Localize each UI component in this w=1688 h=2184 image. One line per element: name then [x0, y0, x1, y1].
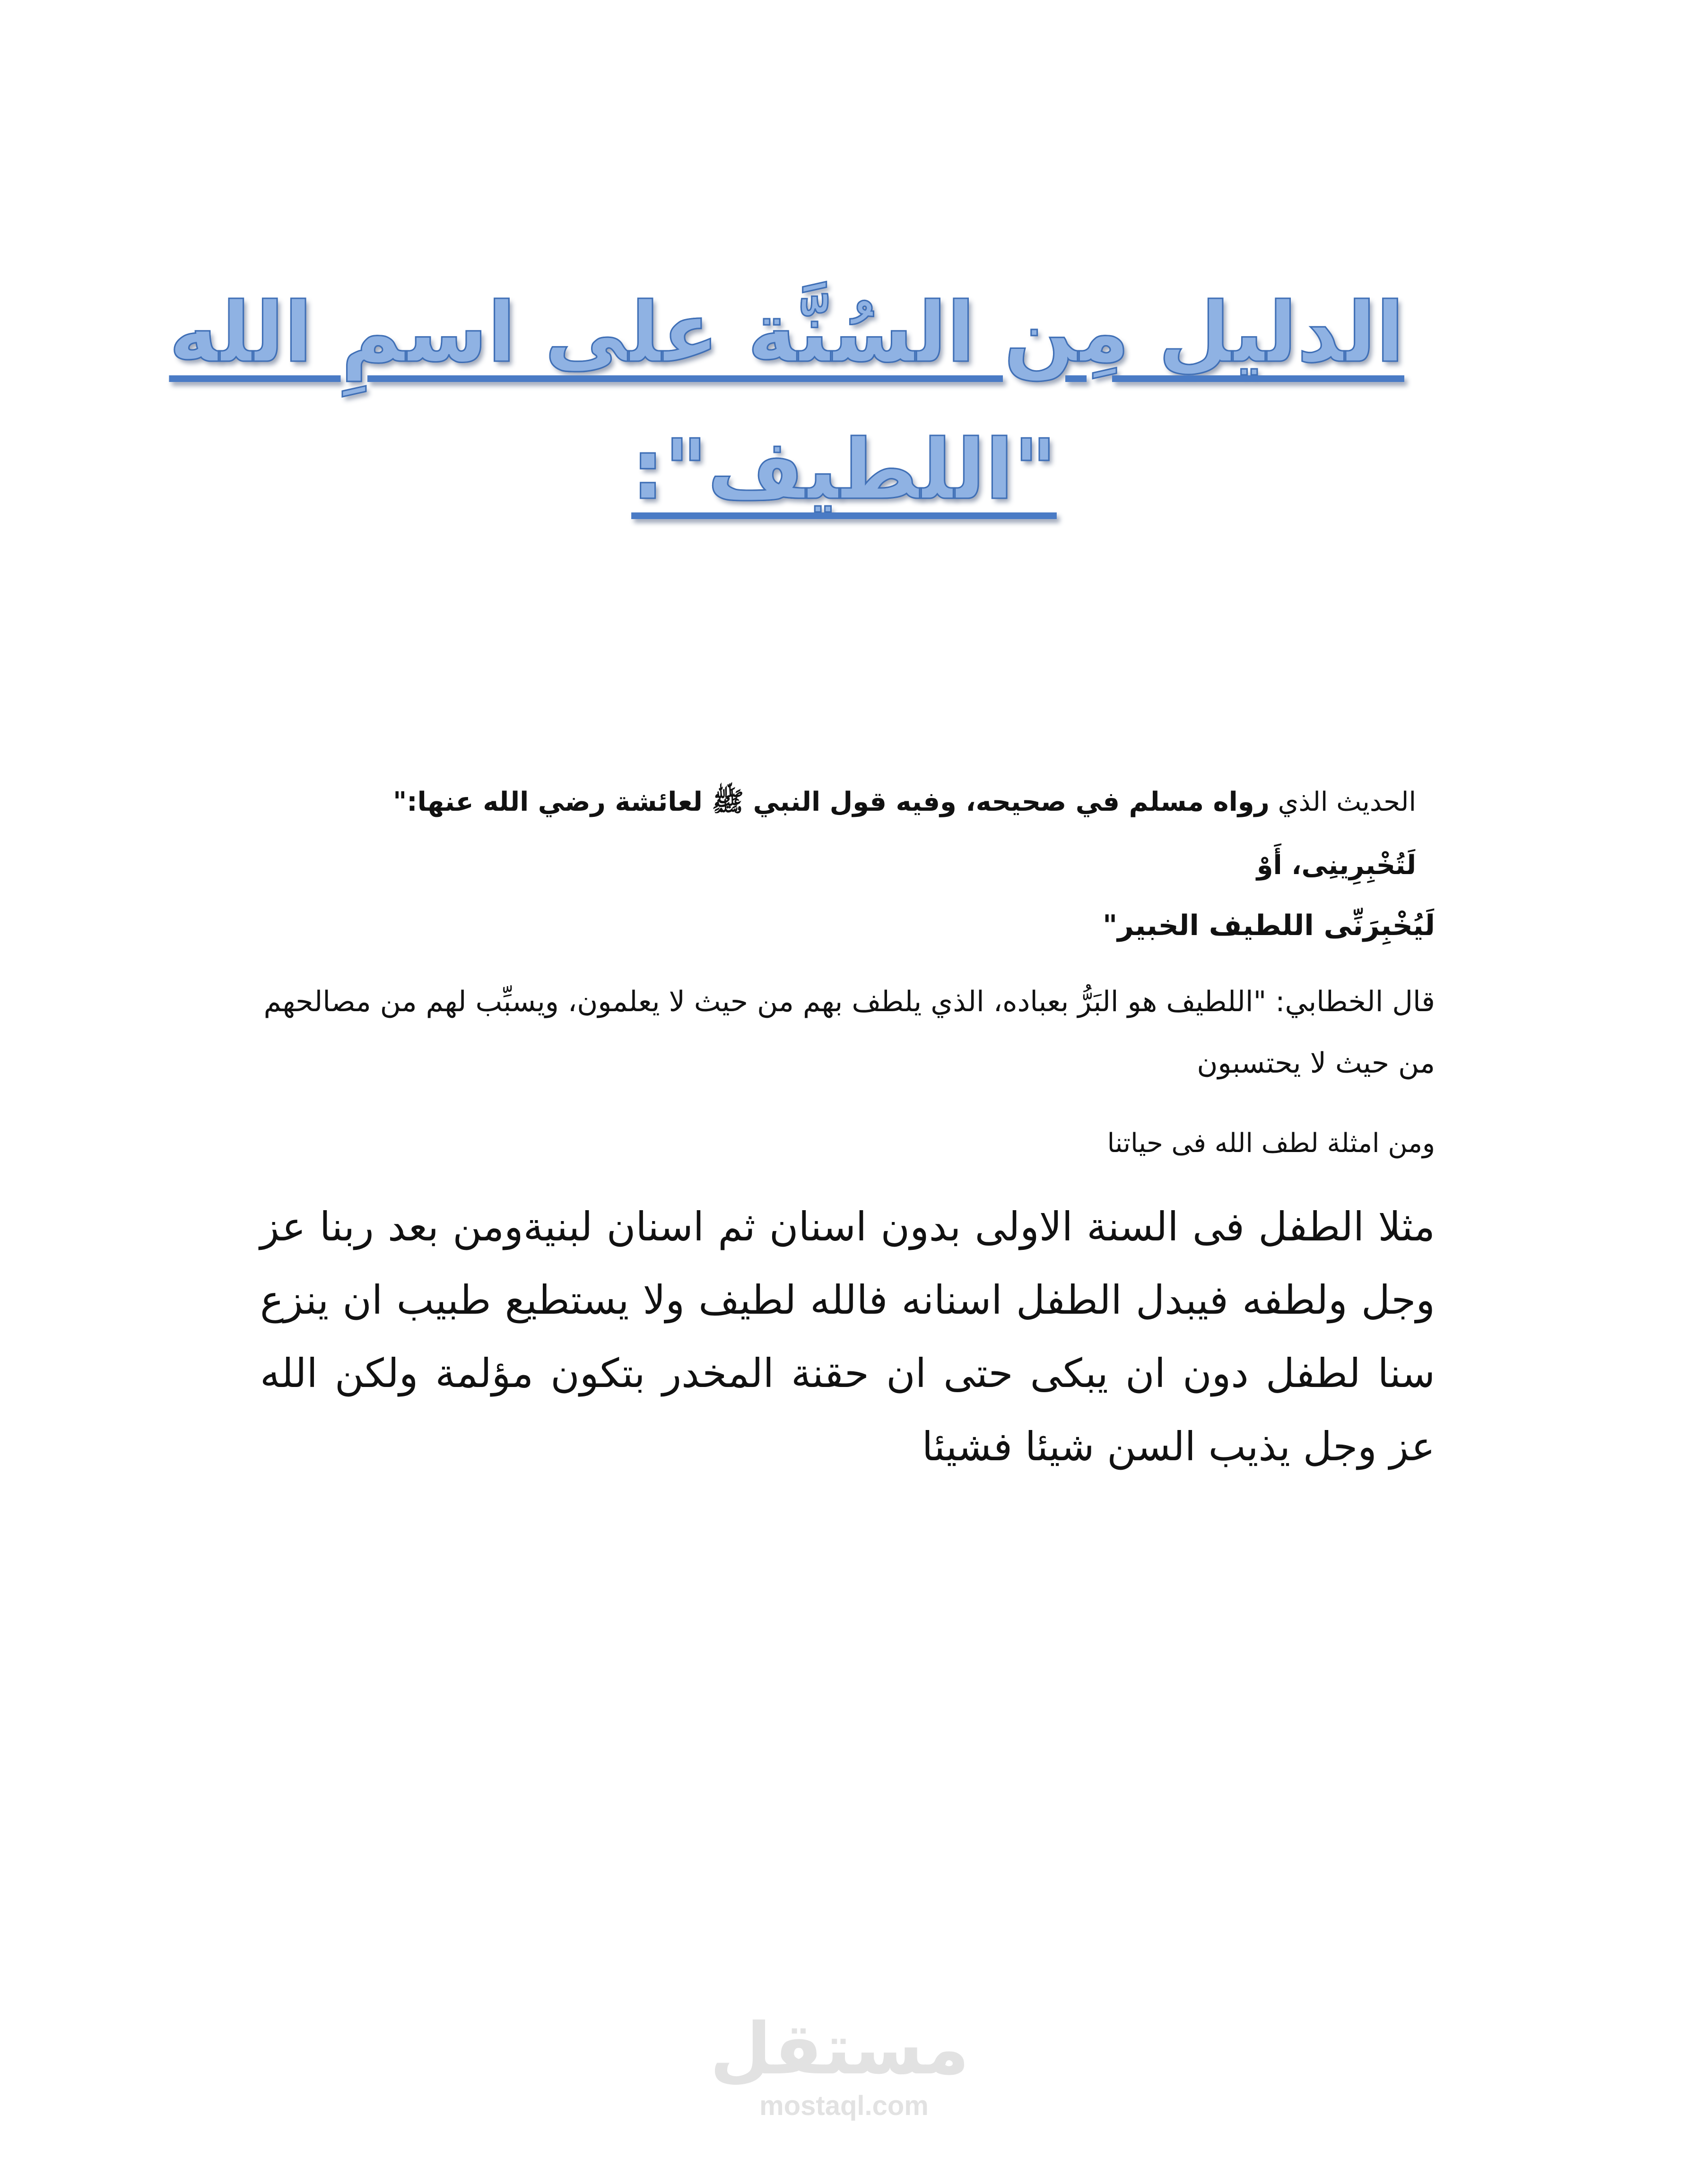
- page-title: [169, 265, 1404, 539]
- hadith-text: رواه مسلم في صحيحه، وفيه قول النبي ﷺ لعائشة رضي الله عنها:" لَتُخْبِرِينِى، أَوْ: [393, 787, 1416, 881]
- hadith-intro: الحديث الذي: [1269, 787, 1416, 817]
- hadith-ending: لَيُخْبِرَنِّى اللطيف الخبير": [1103, 909, 1435, 942]
- title-line-1: الدليل مِن السُنَّة على اسمِ الله: [169, 285, 1404, 381]
- hadith-paragraph: [260, 771, 1435, 897]
- khattabi-quote: قال الخطابي: "اللطيف هو البَرُّ بعباده، الذي يلطف بهم من حيث لا يعلمون، ويسبِّب لهم من مصالحهم من حيث لا يحتسبون: [263, 985, 1435, 1080]
- watermark-latin: mostaql.com: [759, 2090, 929, 2121]
- examples-heading: ومن امثلة لطف الله فى حياتنا: [1107, 1128, 1435, 1159]
- watermark-arabic: مستقل: [710, 2008, 969, 2090]
- title-line-2: "اللطيف":: [631, 422, 1057, 518]
- document-body: [260, 771, 1435, 1483]
- example-paragraph: مثلا الطفل فى السنة الاولى بدون اسنان ثم اسنان لبنيةومن بعد ربنا عز وجل ولطفه فيبدل الطفل اسنانه فالله لطيف ولا يستطيع طبيب ان ينزع سنا لطفل دون ان يبكى حتى ان حقنة المخدر بتكون مؤلمة ولكن الله عز وجل يذيب السن شيئا فشيئا: [260, 1204, 1435, 1470]
- mostaql-watermark: [710, 2008, 969, 2123]
